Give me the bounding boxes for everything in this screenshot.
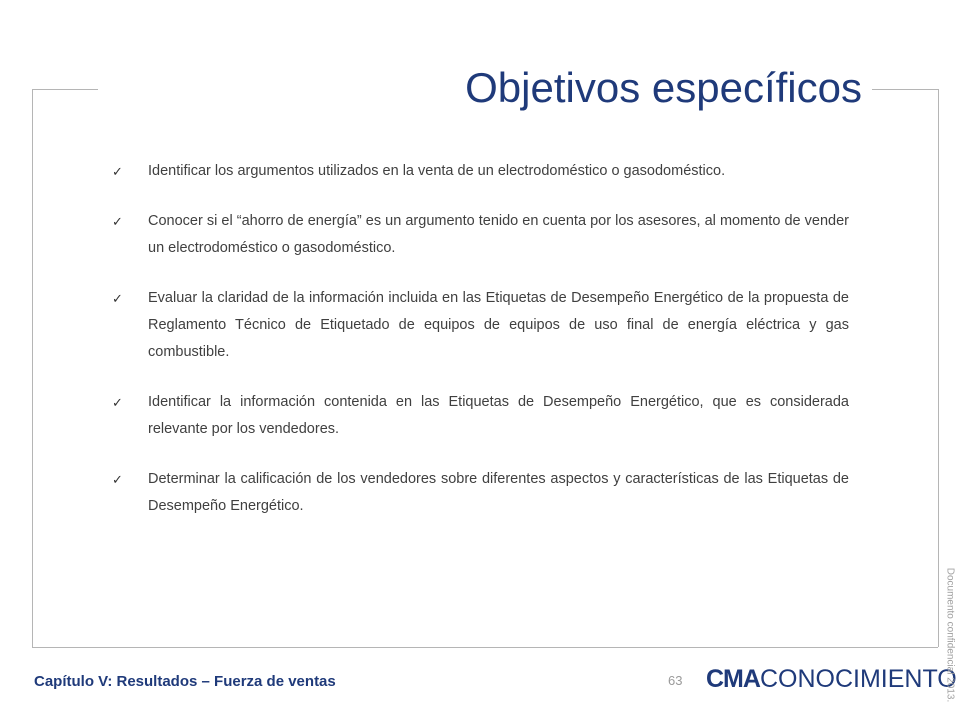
frame-bottom-line xyxy=(32,647,938,648)
objective-item xyxy=(112,208,849,262)
chapter-label: Capítulo V: Resultados – Fuerza de ventas xyxy=(34,673,336,690)
frame-top-right-line xyxy=(872,89,938,90)
check-icon: ✓ xyxy=(112,395,123,410)
brand-logo xyxy=(706,665,957,694)
frame-top-left-line xyxy=(32,89,98,90)
frame-right-line xyxy=(938,89,939,647)
page-title: Objetivos específicos xyxy=(465,64,862,111)
objective-text: Determinar la calificación de los vendedores sobre diferentes aspectos y características de las Etiquetas de Desempeño Energético. xyxy=(148,471,849,514)
page-number: 63 xyxy=(668,673,683,688)
objective-text: Identificar la información contenida en las Etiquetas de Desempeño Energético, que es considerada relevante por los vendedores. xyxy=(148,394,849,437)
check-icon: ✓ xyxy=(112,164,123,179)
frame-left-line xyxy=(32,89,33,647)
check-icon: ✓ xyxy=(112,472,123,487)
check-icon: ✓ xyxy=(112,291,123,306)
objectives-list xyxy=(112,158,849,543)
check-icon: ✓ xyxy=(112,214,123,229)
brand-logo-rest: CONOCIMIENTO xyxy=(759,665,957,693)
objective-text: Identificar los argumentos utilizados en la venta de un electrodoméstico o gasodoméstico. xyxy=(148,163,726,179)
objective-item xyxy=(112,158,849,185)
objective-item xyxy=(112,466,849,520)
objective-text: Conocer si el “ahorro de energía” es un argumento tenido en cuenta por los asesores, al momento de vender un electrodoméstico o gasodoméstico. xyxy=(148,213,849,256)
objective-item xyxy=(112,389,849,443)
confidential-notice: Documento confidencial 2013. xyxy=(944,567,956,703)
objective-item xyxy=(112,285,849,366)
brand-logo-bold: CMA xyxy=(706,665,760,693)
objective-text: Evaluar la claridad de la información incluida en las Etiquetas de Desempeño Energético de la propuesta de Reglamento Técnico de Etiquetado de equipos de equipos de uso final de energía eléctrica y gas combustible. xyxy=(148,290,849,360)
